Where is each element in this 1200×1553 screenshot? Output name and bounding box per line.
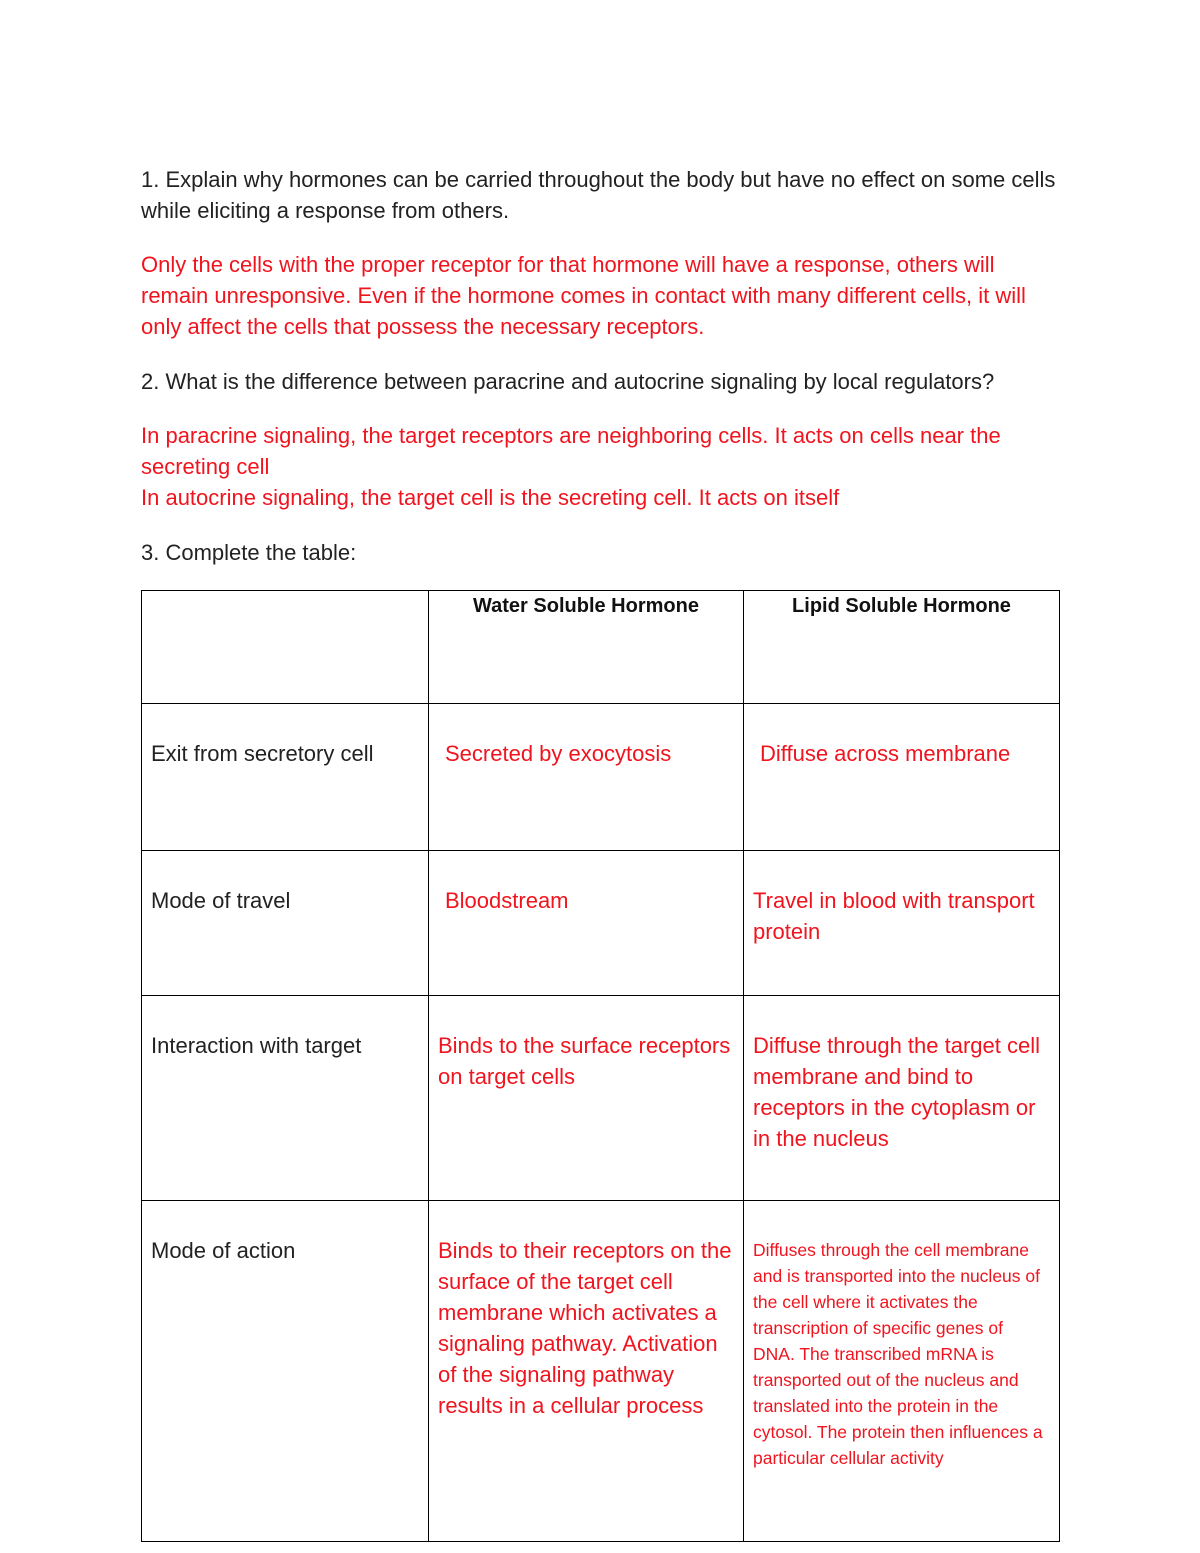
water-travel: Bloodstream (429, 851, 744, 996)
answer-1: Only the cells with the proper receptor for that hormone will have a response, others will remain unresponsive. Even if the hormone comes in contact with many different cells, it will only affect the cells that possess the necessary receptors. (141, 252, 1026, 339)
water-interaction: Binds to the surface receptors on target cells (429, 996, 744, 1201)
answer-2-line-1: In paracrine signaling, the target receptors are neighboring cells. It acts on cells near the secreting cell (141, 423, 1001, 479)
hormone-comparison-table (141, 590, 1060, 1542)
table-row (142, 851, 1060, 996)
header-empty-cell (142, 591, 429, 704)
table-row (142, 1201, 1060, 1542)
row-label-interaction: Interaction with target (142, 996, 429, 1201)
table-row (142, 704, 1060, 851)
answer-2 (141, 420, 1059, 513)
header-water-soluble: Water Soluble Hormone (429, 591, 744, 704)
lipid-interaction: Diffuse through the target cell membrane and bind to receptors in the cytoplasm or in the nucleus (744, 996, 1060, 1201)
answer-2-line-2: In autocrine signaling, the target cell is the secreting cell. It acts on itself (141, 485, 840, 510)
question-1: 1. Explain why hormones can be carried throughout the body but have no effect on some cells while eliciting a response from others. (141, 167, 1056, 223)
water-exit: Secreted by exocytosis (429, 704, 744, 851)
header-lipid-soluble: Lipid Soluble Hormone (744, 591, 1060, 704)
lipid-action: Diffuses through the cell membrane and is transported into the nucleus of the cell where it activates the transcription of specific genes of DNA. The transcribed mRNA is transported out of the nucleus and translated into the protein in the cytosol. The protein then influences a particular cellular activity (744, 1201, 1060, 1542)
question-2: 2. What is the difference between paracrine and autocrine signaling by local regulators? (141, 369, 995, 394)
water-action: Binds to their receptors on the surface of the target cell membrane which activates a signaling pathway. Activation of the signaling pathway results in a cellular process (429, 1201, 744, 1542)
table-header-row (142, 591, 1060, 704)
question-3: 3. Complete the table: (141, 540, 357, 565)
row-label-action: Mode of action (142, 1201, 429, 1542)
row-label-exit: Exit from secretory cell (142, 704, 429, 851)
worksheet-page (141, 164, 1059, 1542)
row-label-travel: Mode of travel (142, 851, 429, 996)
lipid-travel: Travel in blood with transport protein (744, 851, 1060, 996)
lipid-exit: Diffuse across membrane (744, 704, 1060, 851)
table-row (142, 996, 1060, 1201)
